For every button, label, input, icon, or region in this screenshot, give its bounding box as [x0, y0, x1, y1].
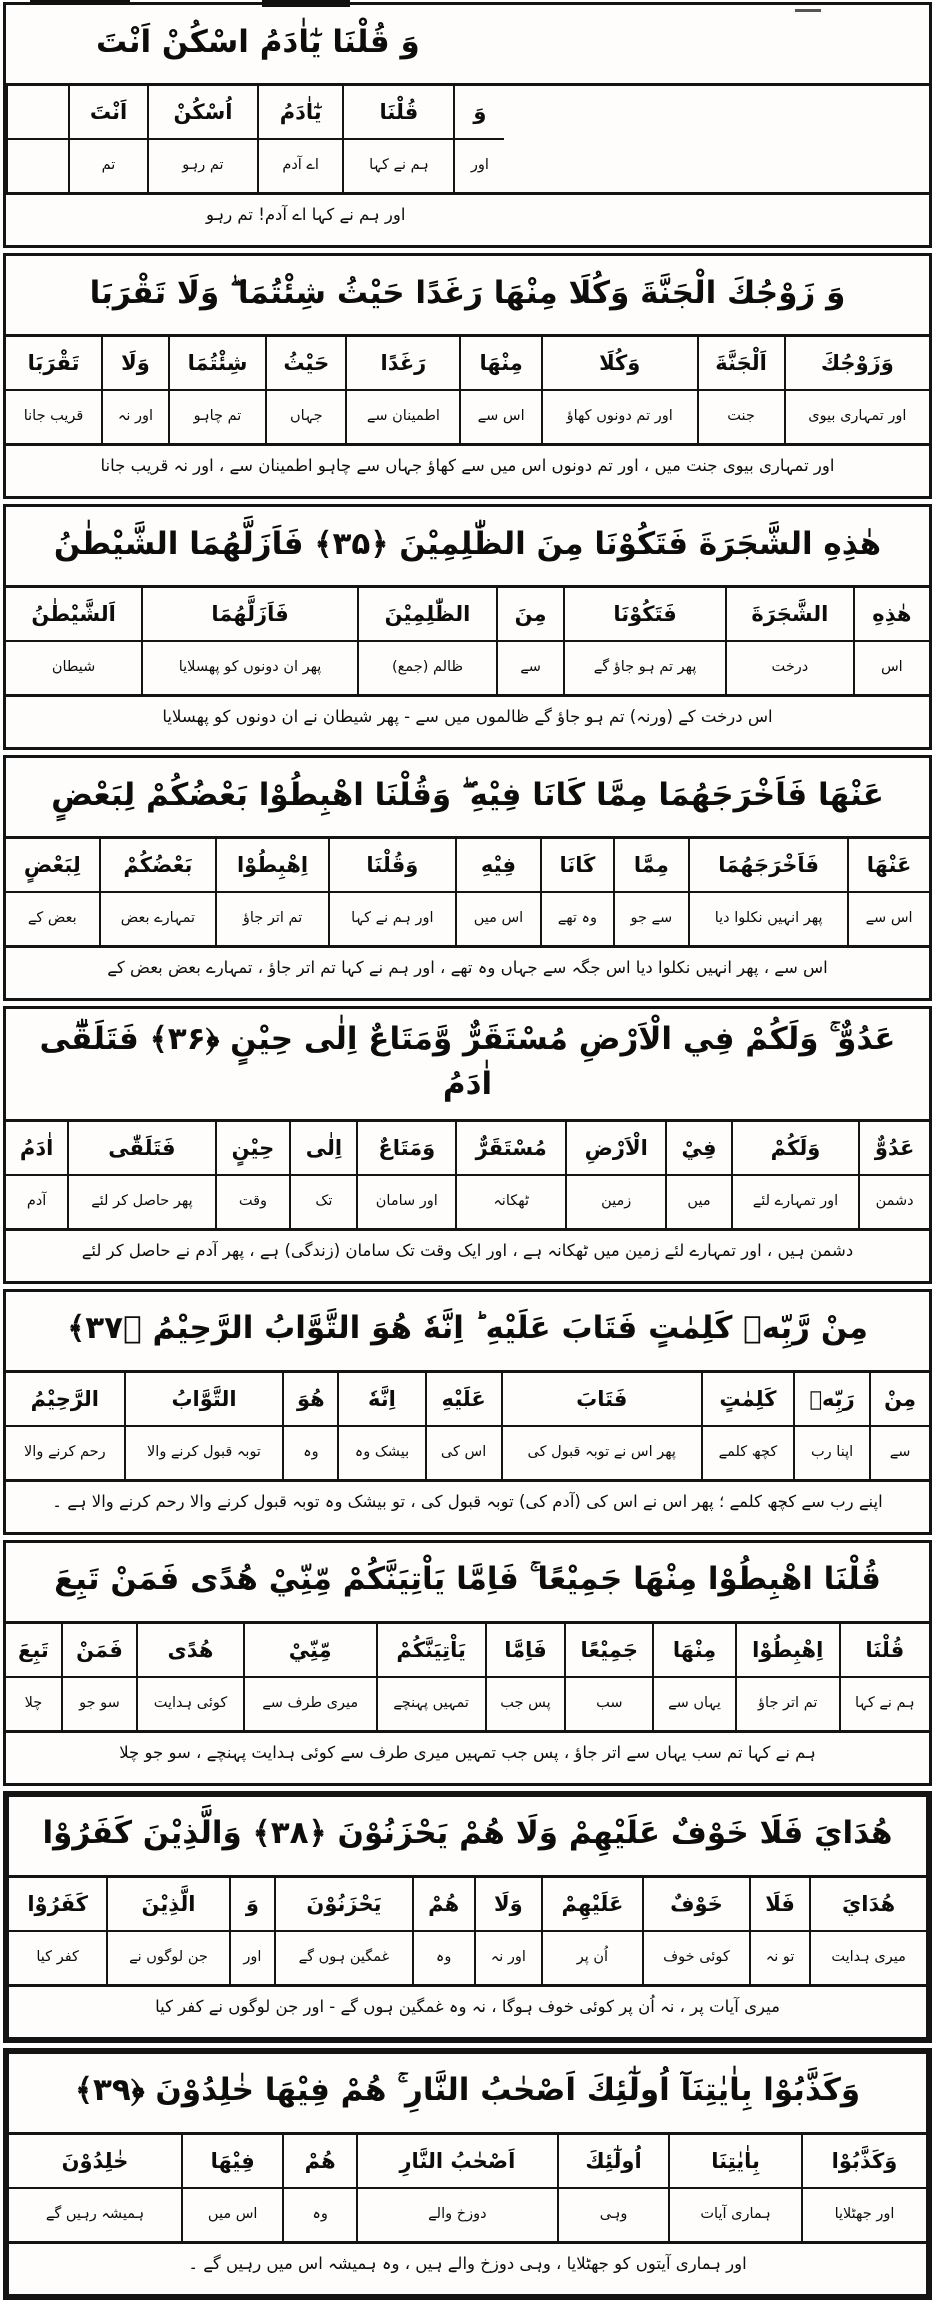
- arabic-word-cell: اِنَّهٗ: [338, 1373, 425, 1426]
- meanings-row: [7, 139, 504, 192]
- arabic-word-cell: وَكُلَا: [542, 337, 698, 390]
- word-table-zone: [6, 839, 929, 945]
- urdu-meaning-cell: قریب جانا: [6, 390, 102, 443]
- urdu-meaning-cell: توبہ قبول کرنے والا: [125, 1426, 284, 1479]
- urdu-meaning-cell: تم رہو: [148, 139, 258, 192]
- urdu-translation: اور ہماری آیتوں کو جھٹلایا ، وہی دوزخ والے ہیں ، وہ ہمیشہ اس میں رہیں گے ۔: [9, 2241, 926, 2294]
- arabic-word-cell: فِيْهَا: [182, 2135, 283, 2188]
- urdu-meaning-cell: وہ تھے: [541, 892, 613, 945]
- verse-section: [3, 1540, 932, 1786]
- word-meaning-table: [6, 839, 929, 945]
- arabic-word-cell: هٰذِهِ: [854, 588, 929, 641]
- arabic-word-cell: هُمْ: [413, 1878, 475, 1931]
- urdu-meaning-cell: اس کی: [426, 1426, 502, 1479]
- verse-arabic-header: مِنْ رَّبِّهٖ كَلِمٰتٍ فَتَابَ عَلَيْهِ ؕ اِنَّهٗ هُوَ التَّوَّابُ الرَّحِيْمُ ﴿۳۷﴾: [6, 1292, 929, 1373]
- urdu-meaning-cell: اس: [854, 641, 929, 694]
- arabic-word-cell: فَاَخْرَجَهُمَا: [689, 839, 848, 892]
- arabic-word-cell: عَدُوٌّ: [859, 1122, 929, 1175]
- urdu-meaning-cell: جن لوگوں نے: [107, 1931, 229, 1984]
- arabic-word-cell: وَلَا: [475, 1878, 542, 1931]
- words-row: [6, 1122, 929, 1175]
- arabic-word-cell: اِهْبِطُوْا: [216, 839, 329, 892]
- urdu-meaning-cell: جنت: [698, 390, 785, 443]
- arabic-word-cell: وَمَتَاعٌ: [357, 1122, 456, 1175]
- arabic-word-cell: رَغَدًا: [346, 337, 460, 390]
- urdu-meaning-cell: شیطان: [6, 641, 142, 694]
- urdu-meaning-cell: آدم: [6, 1175, 68, 1228]
- urdu-translation: اور تمہاری بیوی جنت میں ، اور تم دونوں اس میں سے کھاؤ جہاں سے چاہو اطمینان سے ، اور نہ قریب جانا: [6, 443, 929, 496]
- word-meaning-table: [9, 1878, 926, 1984]
- urdu-meaning-cell: دوزخ والے: [357, 2188, 558, 2241]
- verse-section: [3, 2048, 932, 2300]
- urdu-meaning-cell: اے آدم: [258, 139, 344, 192]
- urdu-meaning-cell: اور تم دونوں کھاؤ: [542, 390, 698, 443]
- scan-artifact: [262, 0, 350, 7]
- words-row: [6, 337, 929, 390]
- arabic-word-cell: فَلَا: [750, 1878, 810, 1931]
- word-meaning-table: [6, 1624, 929, 1730]
- arabic-word-cell: اُولٰٓئِكَ: [558, 2135, 669, 2188]
- urdu-meaning-cell: زمین: [566, 1175, 666, 1228]
- scan-artifact: [795, 9, 821, 12]
- urdu-meaning-cell: پھر انہیں نکلوا دیا: [689, 892, 848, 945]
- urdu-meaning-cell: تک: [290, 1175, 357, 1228]
- arabic-word-cell: اِهْبِطُوْا: [736, 1624, 840, 1677]
- urdu-meaning-cell: وہ: [283, 2188, 357, 2241]
- urdu-meaning-cell: سے جو: [614, 892, 689, 945]
- words-row: [9, 2135, 926, 2188]
- urdu-meaning-cell: پھر تم ہو جاؤ گے: [564, 641, 726, 694]
- urdu-meaning-cell: ہماری آیات: [669, 2188, 802, 2241]
- urdu-meaning-cell: پھر اس نے توبہ قبول کی: [502, 1426, 702, 1479]
- meanings-row: [6, 892, 929, 945]
- arabic-word-cell: عَلَيْهِمْ: [542, 1878, 643, 1931]
- urdu-meaning-cell: اور جھٹلایا: [802, 2188, 926, 2241]
- urdu-meaning-cell: یہاں سے: [653, 1677, 736, 1730]
- arabic-word-cell: اُسْكُنْ: [148, 86, 258, 139]
- urdu-meaning-cell: پس جب: [486, 1677, 566, 1730]
- arabic-word-cell: فَتَكُوْنَا: [564, 588, 726, 641]
- arabic-word-cell: بِاٰيٰتِنَا: [669, 2135, 802, 2188]
- arabic-word-cell: رَبِّهٖ: [794, 1373, 870, 1426]
- arabic-word-cell: خٰلِدُوْنَ: [9, 2135, 182, 2188]
- urdu-meaning-cell: دشمن: [859, 1175, 929, 1228]
- urdu-meaning-cell: پھر ان دونوں کو پھسلایا: [142, 641, 358, 694]
- urdu-meaning-cell: درخت: [726, 641, 854, 694]
- word-table-zone: [6, 1373, 929, 1479]
- urdu-meaning-cell: اور سامان: [357, 1175, 456, 1228]
- urdu-meaning-cell: ہمیشہ رہیں گے: [9, 2188, 182, 2241]
- urdu-meaning-cell: پھر حاصل کر لئے: [68, 1175, 215, 1228]
- urdu-translation: اور ہم نے کہا اے آدم! تم رہو: [6, 192, 929, 245]
- arabic-word-cell: حَيْثُ: [266, 337, 346, 390]
- arabic-word-cell: اَنْتَ: [69, 86, 148, 139]
- urdu-meaning-cell: اور تمہاری بیوی: [785, 390, 929, 443]
- meanings-row: [6, 641, 929, 694]
- word-meaning-table: [6, 1373, 929, 1479]
- urdu-meaning-cell: وہ: [283, 1426, 338, 1479]
- arabic-word-cell: وَ: [454, 86, 504, 139]
- urdu-meaning-cell: تم: [69, 139, 148, 192]
- arabic-word-cell: الرَّحِيْمُ: [6, 1373, 125, 1426]
- urdu-translation: ہم نے کہا تم سب یہاں سے اتر جاؤ ، پس جب تمہیں میری طرف سے کوئی ہدایت پہنچے ، سو جو چلا: [6, 1730, 929, 1783]
- arabic-word-cell: وَ: [230, 1878, 276, 1931]
- arabic-word-cell: مِّنِّيْ: [244, 1624, 377, 1677]
- arabic-word-cell: مُسْتَقَرٌّ: [456, 1122, 566, 1175]
- urdu-meaning-cell: بعض کے: [6, 892, 100, 945]
- urdu-meaning-cell: ٹھکانہ: [456, 1175, 566, 1228]
- word-table-zone: [6, 86, 929, 192]
- verse-section: [3, 755, 932, 1001]
- arabic-word-cell: يَاْتِيَنَّكُمْ: [377, 1624, 486, 1677]
- arabic-word-cell: وَلَكُمْ: [732, 1122, 860, 1175]
- word-table-zone: [6, 1624, 929, 1730]
- urdu-translation: اس درخت کے (ورنہ) تم ہو جاؤ گے ظالموں میں سے - پھر شیطان نے ان دونوں کو پھسلایا: [6, 694, 929, 747]
- urdu-meaning-cell: اُن پر: [542, 1931, 643, 1984]
- urdu-meaning-cell: سے: [870, 1426, 929, 1479]
- verse-section: [3, 1791, 932, 2043]
- arabic-word-cell: مِنْهَا: [460, 337, 541, 390]
- urdu-meaning-cell: وہی: [558, 2188, 669, 2241]
- empty-cell: [7, 139, 69, 192]
- urdu-meaning-cell: اور تمہارے لئے: [732, 1175, 860, 1228]
- urdu-meaning-cell: اور ہم نے کہا: [329, 892, 456, 945]
- arabic-word-cell: وَزَوْجُكَ: [785, 337, 929, 390]
- word-table-zone: [6, 337, 929, 443]
- arabic-word-cell: الْاَرْضِ: [566, 1122, 666, 1175]
- word-meaning-table: [6, 1122, 929, 1228]
- arabic-word-cell: يٰٓاٰدَمُ: [258, 86, 344, 139]
- urdu-meaning-cell: اس میں: [182, 2188, 283, 2241]
- arabic-word-cell: اَلْجَنَّةَ: [698, 337, 785, 390]
- arabic-word-cell: قُلْنَا: [343, 86, 454, 139]
- urdu-meaning-cell: چلا: [6, 1677, 62, 1730]
- urdu-meaning-cell: ہم نے کہا: [343, 139, 454, 192]
- meanings-row: [9, 1931, 926, 1984]
- arabic-word-cell: هُدَايَ: [810, 1878, 926, 1931]
- urdu-meaning-cell: رحم کرنے والا: [6, 1426, 125, 1479]
- words-row: [6, 1624, 929, 1677]
- urdu-meaning-cell: میں: [666, 1175, 731, 1228]
- urdu-meaning-cell: جہاں: [266, 390, 346, 443]
- urdu-meaning-cell: کچھ کلمے: [702, 1426, 794, 1479]
- verse-arabic-header: عَنْهَا فَاَخْرَجَهُمَا مِمَّا كَانَا فِيْهِ ۖ وَقُلْنَا اهْبِطُوْا بَعْضُكُمْ لِبَعْضٍ: [6, 758, 929, 839]
- arabic-word-cell: حِيْنٍ: [216, 1122, 291, 1175]
- urdu-meaning-cell: سو جو: [62, 1677, 137, 1730]
- urdu-meaning-cell: سے: [497, 641, 564, 694]
- arabic-word-cell: فِيْ: [666, 1122, 731, 1175]
- empty-area: [504, 86, 929, 192]
- arabic-word-cell: فَاَزَلَّهُمَا: [142, 588, 358, 641]
- word-meaning-table: [6, 86, 504, 192]
- arabic-word-cell: بَعْضُكُمْ: [100, 839, 217, 892]
- arabic-word-cell: فَتَلَقّٰى: [68, 1122, 215, 1175]
- arabic-word-cell: الَّذِيْنَ: [107, 1878, 229, 1931]
- arabic-word-cell: اِلٰى: [290, 1122, 357, 1175]
- arabic-word-cell: خَوْفٌ: [643, 1878, 750, 1931]
- urdu-meaning-cell: اطمینان سے: [346, 390, 460, 443]
- arabic-word-cell: فِيْهِ: [456, 839, 541, 892]
- meanings-row: [6, 1677, 929, 1730]
- arabic-word-cell: عَلَيْهِ: [426, 1373, 502, 1426]
- word-table-zone: [6, 1122, 929, 1228]
- urdu-meaning-cell: اور: [230, 1931, 276, 1984]
- urdu-meaning-cell: میری ہدایت: [810, 1931, 926, 1984]
- arabic-word-cell: مِنْهَا: [653, 1624, 736, 1677]
- verse-section: [3, 504, 932, 750]
- arabic-word-cell: وَكَذَّبُوْا: [802, 2135, 926, 2188]
- meanings-row: [6, 390, 929, 443]
- urdu-meaning-cell: وقت: [216, 1175, 291, 1228]
- urdu-meaning-cell: ظالم (جمع): [358, 641, 497, 694]
- words-row: [7, 86, 504, 139]
- meanings-row: [6, 1426, 929, 1479]
- arabic-word-cell: مِنَ: [497, 588, 564, 641]
- verse-section: [3, 1289, 932, 1535]
- arabic-word-cell: مِمَّا: [614, 839, 689, 892]
- urdu-meaning-cell: تم اتر جاؤ: [736, 1677, 840, 1730]
- verse-arabic-header: وَ قُلْنَا يٰٓاٰدَمُ اسْكُنْ اَنْتَ: [6, 5, 929, 86]
- arabic-word-cell: جَمِيْعًا: [565, 1624, 653, 1677]
- arabic-word-cell: كَلِمٰتٍ: [702, 1373, 794, 1426]
- verse-arabic-header: عَدُوٌّ ۚ وَلَكُمْ فِي الْاَرْضِ مُسْتَقَرٌّ وَّمَتَاعٌ اِلٰى حِيْنٍ ﴿۳۶﴾ فَتَلَقّٰٓى اٰدَمُ: [6, 1009, 929, 1122]
- meanings-row: [6, 1175, 929, 1228]
- verse-arabic-header: وَ زَوْجُكَ الْجَنَّةَ وَكُلَا مِنْهَا رَغَدًا حَيْثُ شِئْتُمَا ۖ وَلَا تَقْرَبَا: [6, 256, 929, 337]
- arabic-word-cell: فَاِمَّا: [486, 1624, 566, 1677]
- arabic-word-cell: قُلْنَا: [840, 1624, 929, 1677]
- urdu-meaning-cell: غمگین ہوں گے: [275, 1931, 412, 1984]
- arabic-word-cell: الظّٰلِمِيْنَ: [358, 588, 497, 641]
- arabic-word-cell: الشَّجَرَةَ: [726, 588, 854, 641]
- urdu-translation: میری آیات پر ، نہ اُن پر کوئی خوف ہوگا ، نہ وہ غمگین ہوں گے - اور جن لوگوں نے کفر کیا: [9, 1984, 926, 2037]
- urdu-meaning-cell: اس میں: [456, 892, 541, 945]
- urdu-meaning-cell: کوئی خوف: [643, 1931, 750, 1984]
- urdu-translation: اپنے رب سے کچھ کلمے ؛ پھر اس نے اس کی (آدم کی) توبہ قبول کی ، تو بیشک وہ توبہ قبول کرنے والا رحم کرنے والا ہے ۔: [6, 1479, 929, 1532]
- words-row: [6, 588, 929, 641]
- arabic-word-cell: اٰدَمُ: [6, 1122, 68, 1175]
- arabic-word-cell: وَلَا: [102, 337, 169, 390]
- urdu-meaning-cell: تمہیں پہنچے: [377, 1677, 486, 1730]
- urdu-meaning-cell: اور نہ: [102, 390, 169, 443]
- word-table-zone: [6, 588, 929, 694]
- verse-section: [3, 2, 932, 248]
- urdu-translation: دشمن ہیں ، اور تمہارے لئے زمین میں ٹھکانہ ہے ، اور ایک وقت تک سامان (زندگی) ہے ، پھر آدم نے حاصل کر لئے: [6, 1228, 929, 1281]
- urdu-meaning-cell: اور: [454, 139, 504, 192]
- arabic-word-cell: وَقُلْنَا: [329, 839, 456, 892]
- arabic-word-cell: التَّوَّابُ: [125, 1373, 284, 1426]
- arabic-word-cell: تَقْرَبَا: [6, 337, 102, 390]
- word-table-zone: [9, 1878, 926, 1984]
- words-row: [6, 1373, 929, 1426]
- word-meaning-table: [6, 337, 929, 443]
- urdu-meaning-cell: کفر کیا: [9, 1931, 107, 1984]
- verse-arabic-header: هُدَايَ فَلَا خَوْفٌ عَلَيْهِمْ وَلَا هُمْ يَحْزَنُوْنَ ﴿۳۸﴾ وَالَّذِيْنَ كَفَرُوْا: [9, 1797, 926, 1878]
- urdu-meaning-cell: تمہارے بعض: [100, 892, 217, 945]
- words-row: [6, 839, 929, 892]
- arabic-word-cell: فَمَنْ: [62, 1624, 137, 1677]
- urdu-meaning-cell: اس سے: [460, 390, 541, 443]
- word-table-zone: [9, 2135, 926, 2241]
- arabic-word-cell: اَصْحٰبُ النَّارِ: [357, 2135, 558, 2188]
- arabic-word-cell: فَتَابَ: [502, 1373, 702, 1426]
- word-meaning-table: [9, 2135, 926, 2241]
- urdu-meaning-cell: کوئی ہدایت: [137, 1677, 244, 1730]
- word-meaning-table: [6, 588, 929, 694]
- verse-arabic-header: وَكَذَّبُوْا بِاٰيٰتِنَآ اُولٰٓئِكَ اَصْحٰبُ النَّارِ ۚ هُمْ فِيْهَا خٰلِدُوْنَ ﴿۳۹﴾: [9, 2054, 926, 2135]
- arabic-word-cell: عَنْهَا: [848, 839, 929, 892]
- urdu-meaning-cell: تم اتر جاؤ: [216, 892, 329, 945]
- arabic-word-cell: مِنْ: [870, 1373, 929, 1426]
- urdu-meaning-cell: اس سے: [848, 892, 929, 945]
- urdu-meaning-cell: ہم نے کہا: [840, 1677, 929, 1730]
- arabic-word-cell: اَلشَّيْطٰنُ: [6, 588, 142, 641]
- verse-section: [3, 1006, 932, 1284]
- arabic-word-cell: هُوَ: [283, 1373, 338, 1426]
- urdu-translation: اس سے ، پھر انہیں نکلوا دیا اس جگہ سے جہاں وہ تھے ، اور ہم نے کہا تم اتر جاؤ ، تمہارے بعض بعض کے: [6, 945, 929, 998]
- urdu-meaning-cell: میری طرف سے: [244, 1677, 377, 1730]
- empty-cell: [7, 86, 69, 139]
- arabic-word-cell: لِبَعْضٍ: [6, 839, 100, 892]
- meanings-row: [9, 2188, 926, 2241]
- urdu-meaning-cell: تو نہ: [750, 1931, 810, 1984]
- verse-arabic-header: هٰذِهِ الشَّجَرَةَ فَتَكُوْنَا مِنَ الظّٰلِمِيْنَ ﴿۳۵﴾ فَاَزَلَّهُمَا الشَّيْطٰنُ: [6, 507, 929, 588]
- urdu-meaning-cell: اپنا رب: [794, 1426, 870, 1479]
- arabic-word-cell: شِئْتُمَا: [169, 337, 266, 390]
- arabic-word-cell: كَفَرُوْا: [9, 1878, 107, 1931]
- urdu-meaning-cell: اور نہ: [475, 1931, 542, 1984]
- arabic-word-cell: هُمْ: [283, 2135, 357, 2188]
- arabic-word-cell: تَبِعَ: [6, 1624, 62, 1677]
- scan-artifact: [30, 0, 130, 5]
- urdu-meaning-cell: سب: [565, 1677, 653, 1730]
- words-row: [9, 1878, 926, 1931]
- urdu-meaning-cell: بیشک وہ: [338, 1426, 425, 1479]
- verse-arabic-header: قُلْنَا اهْبِطُوْا مِنْهَا جَمِيْعًا ۚ فَاِمَّا يَاْتِيَنَّكُمْ مِّنِّيْ هُدًى فَمَنْ تَبِعَ: [6, 1543, 929, 1624]
- arabic-word-cell: هُدًى: [137, 1624, 244, 1677]
- urdu-meaning-cell: وہ: [413, 1931, 475, 1984]
- arabic-word-cell: كَانَا: [541, 839, 613, 892]
- arabic-word-cell: يَحْزَنُوْنَ: [275, 1878, 412, 1931]
- verse-section: [3, 253, 932, 499]
- urdu-meaning-cell: تم چاہو: [169, 390, 266, 443]
